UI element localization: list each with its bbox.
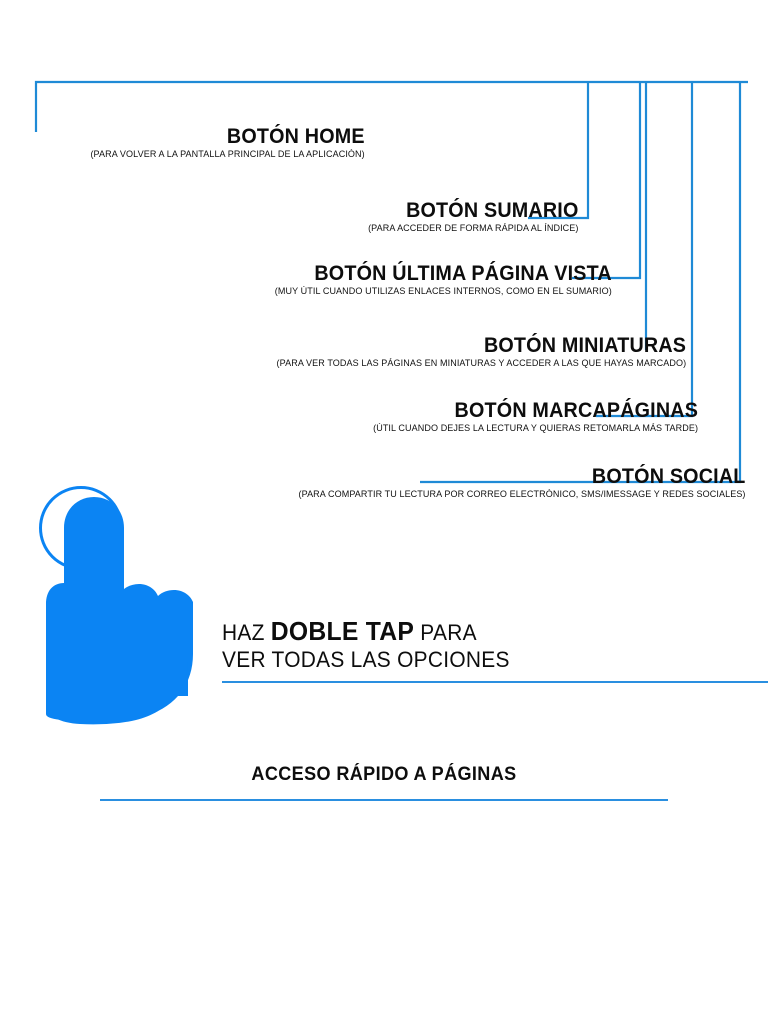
double-tap-line-1 <box>222 616 507 647</box>
callout-sumario-subtitle: (PARA ACCEDER DE FORMA RÁPIDA AL ÍNDICE) <box>367 223 578 235</box>
callout-social-title: BOTÓN SOCIAL <box>592 465 746 488</box>
callout-sumario <box>357 200 579 234</box>
callout-miniaturas <box>255 335 686 369</box>
callout-home <box>76 126 365 160</box>
leader-line-home <box>36 82 748 132</box>
callout-sumario-title: BOTÓN SUMARIO <box>405 199 578 222</box>
double-tap-line-2: VER TODAS LAS OPCIONES <box>222 646 510 672</box>
callout-ultima-pagina-vista <box>257 263 612 297</box>
callout-marcapaginas <box>356 400 698 434</box>
double-tap-emphasis: DOBLE TAP <box>270 616 415 646</box>
divider-double-tap <box>222 681 768 683</box>
callout-social <box>275 466 746 500</box>
callout-ultima-pagina-vista-subtitle: (MUY ÚTIL CUANDO UTILIZAS ENLACES INTERNOS, COMO EN EL SUMARIO) <box>274 286 612 298</box>
leader-line-ultima <box>572 82 640 278</box>
leader-line-sumario <box>528 82 588 218</box>
quick-page-access-label: ACCESO RÁPIDO A PÁGINAS <box>251 764 517 785</box>
double-tap-pre: HAZ <box>222 620 271 645</box>
hand-icon <box>36 484 196 734</box>
callout-social-subtitle: (PARA COMPARTIR TU LECTURA POR CORREO ELECTRÓNICO, SMS/IMESSAGE Y REDES SOCIALES) <box>298 489 746 501</box>
divider-quick-access <box>100 799 668 801</box>
double-tap-instruction <box>222 616 522 673</box>
callout-marcapaginas-title: BOTÓN MARCAPÁGINAS <box>454 399 698 422</box>
callout-marcapaginas-subtitle: (ÚTIL CUANDO DEJES LA LECTURA Y QUIERAS RETOMARLA MÁS TARDE) <box>372 423 698 435</box>
callout-ultima-pagina-vista-title: BOTÓN ÚLTIMA PÁGINA VISTA <box>314 262 612 285</box>
callout-miniaturas-title: BOTÓN MINIATURAS <box>483 334 686 357</box>
callout-home-title: BOTÓN HOME <box>227 125 365 148</box>
double-tap-post: PARA <box>414 620 477 645</box>
callout-miniaturas-subtitle: (PARA VER TODAS LAS PÁGINAS EN MINIATURAS Y ACCEDER A LAS QUE HAYAS MARCADO) <box>276 358 686 370</box>
callout-home-subtitle: (PARA VOLVER A LA PANTALLA PRINCIPAL DE LA APLICACIÓN) <box>90 149 365 161</box>
tapping-hand-illustration <box>36 484 196 734</box>
